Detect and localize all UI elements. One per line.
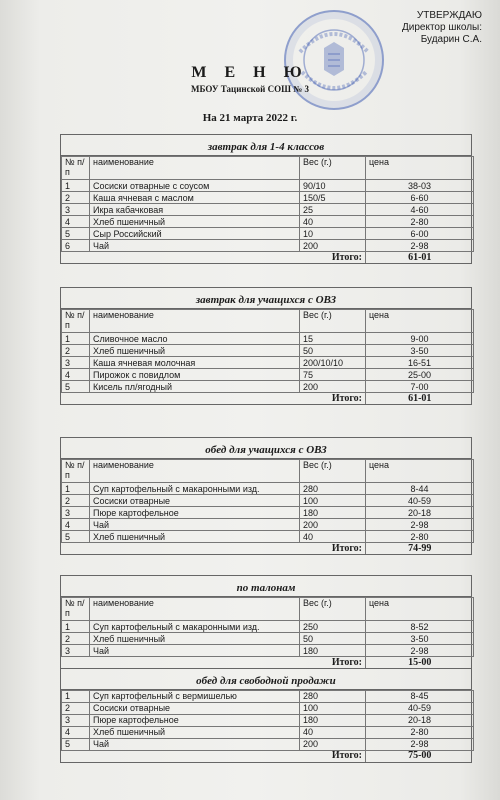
dish-name: Пюре картофельное (90, 714, 300, 726)
dish-weight: 180 (300, 645, 366, 657)
row-number: 3 (62, 645, 90, 657)
dish-price: 20-18 (366, 507, 474, 519)
column-header-num: № п/п (62, 460, 90, 483)
dish-weight: 200/10/10 (300, 357, 366, 369)
column-header-weight: Вес (г.) (300, 157, 366, 180)
total-row (62, 252, 474, 264)
row-number: 2 (62, 495, 90, 507)
dish-price: 20-18 (366, 714, 474, 726)
table-row (62, 369, 474, 381)
dish-price: 2-80 (366, 531, 474, 543)
column-header-name: наименование (90, 157, 300, 180)
row-number: 1 (62, 333, 90, 345)
dish-price: 16-51 (366, 357, 474, 369)
row-number: 4 (62, 216, 90, 228)
section-title: обед для свободной продажи (61, 669, 471, 690)
approval-position: Директор школы: (402, 22, 482, 33)
dish-weight: 50 (300, 633, 366, 645)
row-number: 6 (62, 240, 90, 252)
row-number: 1 (62, 180, 90, 192)
section-title: по талонам (61, 576, 471, 597)
section-title: завтрак для 1-4 классов (61, 135, 471, 156)
school-name: МБОУ Тацинской СОШ № 3 (191, 84, 309, 94)
dish-price: 25-00 (366, 369, 474, 381)
dish-weight: 280 (300, 690, 366, 702)
total-value: 61-01 (366, 393, 474, 405)
row-number: 2 (62, 633, 90, 645)
dish-price: 2-98 (366, 240, 474, 252)
column-header-price: цена (366, 598, 474, 621)
dish-name: Кисель пл/ягодный (90, 381, 300, 393)
table-row (62, 621, 474, 633)
table-row (62, 645, 474, 657)
approval-block (332, 10, 482, 46)
column-header-num: № п/п (62, 310, 90, 333)
dish-weight: 100 (300, 495, 366, 507)
row-number: 5 (62, 531, 90, 543)
row-number: 2 (62, 345, 90, 357)
row-number: 2 (62, 702, 90, 714)
table-row (62, 180, 474, 192)
dish-price: 9-00 (366, 333, 474, 345)
total-value: 15-00 (366, 657, 474, 669)
table-row (62, 531, 474, 543)
row-number: 1 (62, 690, 90, 702)
menu-section (60, 668, 472, 763)
dish-price: 8-52 (366, 621, 474, 633)
column-header-weight: Вес (г.) (300, 598, 366, 621)
total-label: Итого: (62, 657, 366, 669)
page-title: М Е Н Ю (191, 64, 309, 81)
row-number: 3 (62, 714, 90, 726)
table-row (62, 507, 474, 519)
total-row (62, 750, 474, 762)
dish-name: Суп картофельный с макаронными изд. (90, 621, 300, 633)
row-number: 5 (62, 738, 90, 750)
table-row (62, 228, 474, 240)
column-header-num: № п/п (62, 598, 90, 621)
total-value: 75-00 (366, 750, 474, 762)
table-row (62, 483, 474, 495)
dish-name: Хлеб пшеничный (90, 633, 300, 645)
dish-weight: 15 (300, 333, 366, 345)
dish-name: Хлеб пшеничный (90, 531, 300, 543)
dish-name: Чай (90, 519, 300, 531)
table-row (62, 519, 474, 531)
dish-name: Сливочное масло (90, 333, 300, 345)
dish-price: 40-59 (366, 495, 474, 507)
table-header-row (62, 460, 474, 483)
menu-date: На 21 марта 2022 г. (202, 112, 298, 124)
dish-name: Пирожок с повидлом (90, 369, 300, 381)
dish-weight: 150/5 (300, 192, 366, 204)
approval-heading: УТВЕРЖДАЮ (416, 10, 482, 21)
dish-weight: 25 (300, 204, 366, 216)
table-row (62, 204, 474, 216)
total-value: 74-99 (366, 543, 474, 555)
dish-name: Чай (90, 738, 300, 750)
column-header-name: наименование (90, 310, 300, 333)
dish-price: 3-50 (366, 633, 474, 645)
dish-weight: 40 (300, 531, 366, 543)
dish-name: Сосиски отварные (90, 702, 300, 714)
dish-weight: 75 (300, 369, 366, 381)
column-header-weight: Вес (г.) (300, 310, 366, 333)
menu-table (61, 597, 474, 668)
dish-price: 3-50 (366, 345, 474, 357)
row-number: 5 (62, 228, 90, 240)
table-header-row (62, 157, 474, 180)
menu-section (60, 134, 472, 264)
dish-name: Чай (90, 645, 300, 657)
dish-weight: 90/10 (300, 180, 366, 192)
menu-section (60, 287, 472, 405)
dish-name: Хлеб пшеничный (90, 216, 300, 228)
table-row (62, 690, 474, 702)
menu-table (61, 156, 474, 263)
dish-price: 2-98 (366, 738, 474, 750)
dish-weight: 200 (300, 519, 366, 531)
dish-weight: 180 (300, 714, 366, 726)
dish-price: 2-80 (366, 726, 474, 738)
total-row (62, 657, 474, 669)
dish-price: 38-03 (366, 180, 474, 192)
dish-price: 4-60 (366, 204, 474, 216)
total-label: Итого: (62, 252, 366, 264)
table-row (62, 495, 474, 507)
dish-price: 2-98 (366, 645, 474, 657)
table-row (62, 633, 474, 645)
dish-weight: 50 (300, 345, 366, 357)
table-row (62, 738, 474, 750)
dish-name: Хлеб пшеничный (90, 726, 300, 738)
dish-weight: 40 (300, 216, 366, 228)
table-row (62, 381, 474, 393)
dish-name: Суп картофельный с макаронными изд. (90, 483, 300, 495)
table-row (62, 726, 474, 738)
dish-weight: 200 (300, 738, 366, 750)
dish-name: Икра кабачковая (90, 204, 300, 216)
column-header-price: цена (366, 310, 474, 333)
menu-table (61, 459, 474, 554)
menu-section (60, 575, 472, 669)
table-row (62, 702, 474, 714)
dish-name: Хлеб пшеничный (90, 345, 300, 357)
dish-price: 7-00 (366, 381, 474, 393)
total-label: Итого: (62, 543, 366, 555)
row-number: 2 (62, 192, 90, 204)
row-number: 1 (62, 621, 90, 633)
total-label: Итого: (62, 750, 366, 762)
row-number: 3 (62, 507, 90, 519)
row-number: 4 (62, 369, 90, 381)
dish-name: Каша ячневая молочная (90, 357, 300, 369)
total-value: 61-01 (366, 252, 474, 264)
dish-weight: 180 (300, 507, 366, 519)
dish-weight: 200 (300, 381, 366, 393)
row-number: 3 (62, 357, 90, 369)
table-row (62, 345, 474, 357)
row-number: 5 (62, 381, 90, 393)
total-row (62, 393, 474, 405)
dish-name: Чай (90, 240, 300, 252)
section-title: обед для учащихся с ОВЗ (61, 438, 471, 459)
dish-weight: 250 (300, 621, 366, 633)
total-row (62, 543, 474, 555)
table-row (62, 216, 474, 228)
dish-weight: 40 (300, 726, 366, 738)
dish-name: Сыр Российский (90, 228, 300, 240)
dish-price: 8-45 (366, 690, 474, 702)
row-number: 4 (62, 519, 90, 531)
section-title: завтрак для учащихся с ОВЗ (61, 288, 471, 309)
column-header-num: № п/п (62, 157, 90, 180)
row-number: 1 (62, 483, 90, 495)
dish-price: 6-00 (366, 228, 474, 240)
dish-weight: 280 (300, 483, 366, 495)
table-header-row (62, 310, 474, 333)
column-header-price: цена (366, 460, 474, 483)
column-header-weight: Вес (г.) (300, 460, 366, 483)
dish-name: Сосиски отварные (90, 495, 300, 507)
table-row (62, 192, 474, 204)
dish-price: 8-44 (366, 483, 474, 495)
dish-name: Суп картофельный с вермишелью (90, 690, 300, 702)
dish-weight: 10 (300, 228, 366, 240)
table-row (62, 714, 474, 726)
row-number: 4 (62, 726, 90, 738)
menu-table (61, 309, 474, 404)
dish-name: Каша ячневая с маслом (90, 192, 300, 204)
column-header-price: цена (366, 157, 474, 180)
dish-name: Пюре картофельное (90, 507, 300, 519)
approval-signatory: Бударин С.А. (420, 34, 482, 45)
table-row (62, 333, 474, 345)
dish-price: 2-98 (366, 519, 474, 531)
table-row (62, 240, 474, 252)
menu-section (60, 437, 472, 555)
row-number: 3 (62, 204, 90, 216)
dish-weight: 100 (300, 702, 366, 714)
dish-price: 6-60 (366, 192, 474, 204)
dish-name: Сосиски отварные с соусом (90, 180, 300, 192)
dish-price: 2-80 (366, 216, 474, 228)
total-label: Итого: (62, 393, 366, 405)
table-header-row (62, 598, 474, 621)
table-row (62, 357, 474, 369)
menu-table (61, 690, 474, 762)
dish-weight: 200 (300, 240, 366, 252)
dish-price: 40-59 (366, 702, 474, 714)
column-header-name: наименование (90, 598, 300, 621)
column-header-name: наименование (90, 460, 300, 483)
